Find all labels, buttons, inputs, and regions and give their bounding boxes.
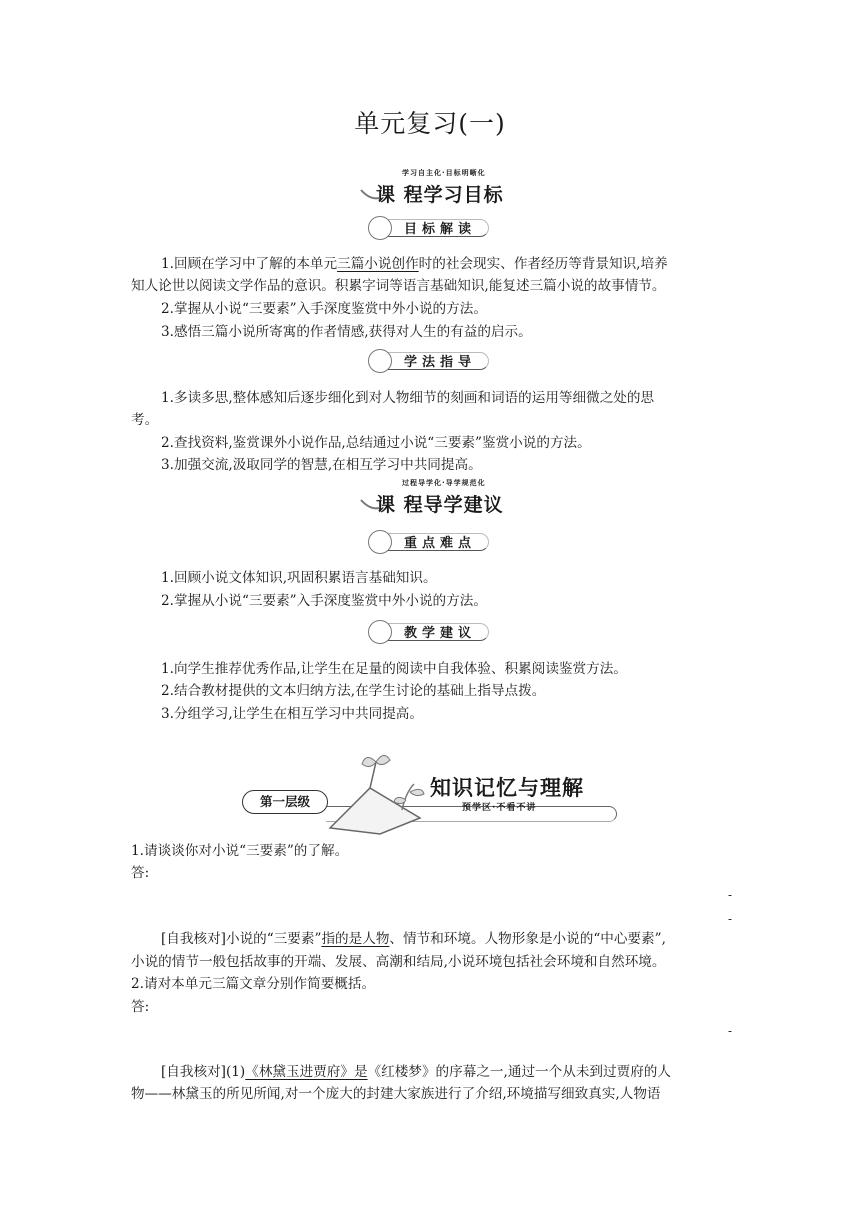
pill-label: 重点难点 <box>404 536 477 551</box>
method-line-3: 3.加强交流,汲取同学的智慧,在相互学习中共同提高。 <box>161 457 482 473</box>
section-banner-course-guidance <box>360 478 510 518</box>
teaching-line-2: 2.结合教材提供的文本归纳方法,在学生讨论的基础上指导点拨。 <box>161 683 546 699</box>
answer-field-1[interactable]: 答: <box>131 865 150 881</box>
method-line-1: 1.多读多思,整体感知后逐步细化到对人物细节的刻画和词语的运用等细微之处的思 <box>161 390 655 406</box>
underlined-text: 三篇小说创作 <box>337 256 419 272</box>
heading-teaching-suggestions <box>368 620 492 644</box>
goal-line-2: 2.掌握从小说“三要素”入手深度鉴赏中外小说的方法。 <box>161 301 487 317</box>
teaching-line-3: 3.分组学习,让学生在相互学习中共同提高。 <box>161 706 423 722</box>
banner-subtitle: 学习自主化·目标明晰化 <box>402 169 486 177</box>
heading-key-difficulties <box>368 530 492 554</box>
method-line-2: 2.查找资料,鉴赏课外小说作品,总结通过小说“三要素”鉴赏小说的方法。 <box>161 435 591 451</box>
check-1-line-1: [自我核对]小说的“三要素”指的是人物、情节和环境。人物形象是小说的“中心要素”, <box>161 931 666 947</box>
heading-study-methods <box>368 349 492 373</box>
banner-title: 课 程导学建议 <box>376 494 504 516</box>
goal-line-3: 3.感悟三篇小说所寄寓的作者情感,获得对人生的有益的启示。 <box>161 324 532 340</box>
layer-subtitle: 预学区·不看不讲 <box>462 803 537 813</box>
check-2-line-1: [自我核对](1)《林黛玉进贾府》是《红楼梦》的序幕之一,通过一个从未到过贾府的人 <box>161 1064 671 1080</box>
dash-mark: - <box>728 1024 733 1038</box>
dash-mark: - <box>728 888 733 902</box>
circle-icon <box>368 530 392 554</box>
pill-label: 学法指导 <box>404 355 477 370</box>
underlined-text: 《林黛玉进贾府》是 <box>245 1064 368 1080</box>
question-2: 2.请对本单元三篇文章分别作简要概括。 <box>131 976 376 992</box>
check-2-line-2: 物——林黛玉的所见所闻,对一个庞大的封建大家族进行了介绍,环境描写细致真实,人物语 <box>131 1086 661 1102</box>
circle-icon <box>368 216 392 240</box>
circle-icon <box>368 349 392 373</box>
circle-icon <box>368 620 392 644</box>
page-title: 单元复习(一) <box>354 109 506 138</box>
answer-field-2[interactable]: 答: <box>131 999 150 1015</box>
dash-mark: - <box>728 912 733 926</box>
goal-line-1: 1.回顾在学习中了解的本单元三篇小说创作时的社会现实、作者经历等背景知识,培养 <box>161 256 668 272</box>
layer-title: 知识记忆与理解 <box>430 776 584 800</box>
question-1: 1.请谈谈你对小说“三要素”的了解。 <box>131 843 349 859</box>
layer-tag: 第一层级 <box>242 790 328 814</box>
pill-label: 目标解读 <box>404 222 477 237</box>
underlined-text: 指的是人物 <box>321 931 390 947</box>
keypoint-line-2: 2.掌握从小说“三要素”入手深度鉴赏中外小说的方法。 <box>161 593 487 609</box>
method-line-1-cont: 考。 <box>131 412 159 428</box>
goal-line-1-cont: 知人论世以阅读文学作品的意识。积累字词等语言基础知识,能复述三篇小说的故事情节。 <box>131 278 666 294</box>
banner-title: 课 程学习目标 <box>376 184 504 206</box>
check-1-line-2: 小说的情节一般包括故事的开端、发展、高潮和结局,小说环境包括社会环境和自然环境。 <box>131 954 666 970</box>
keypoint-line-1: 1.回顾小说文体知识,巩固积累语言基础知识。 <box>161 570 437 586</box>
heading-goal-interpretation <box>368 216 492 240</box>
book-plant-icon <box>310 748 440 836</box>
section-banner-course-goals <box>360 168 510 208</box>
teaching-line-1: 1.向学生推荐优秀作品,让学生在足量的阅读中自我体验、积累阅读鉴赏方法。 <box>161 661 627 677</box>
banner-subtitle: 过程导学化·导学规范化 <box>402 479 486 487</box>
layer-banner-knowledge <box>240 748 622 838</box>
pill-label: 教学建议 <box>404 626 477 641</box>
